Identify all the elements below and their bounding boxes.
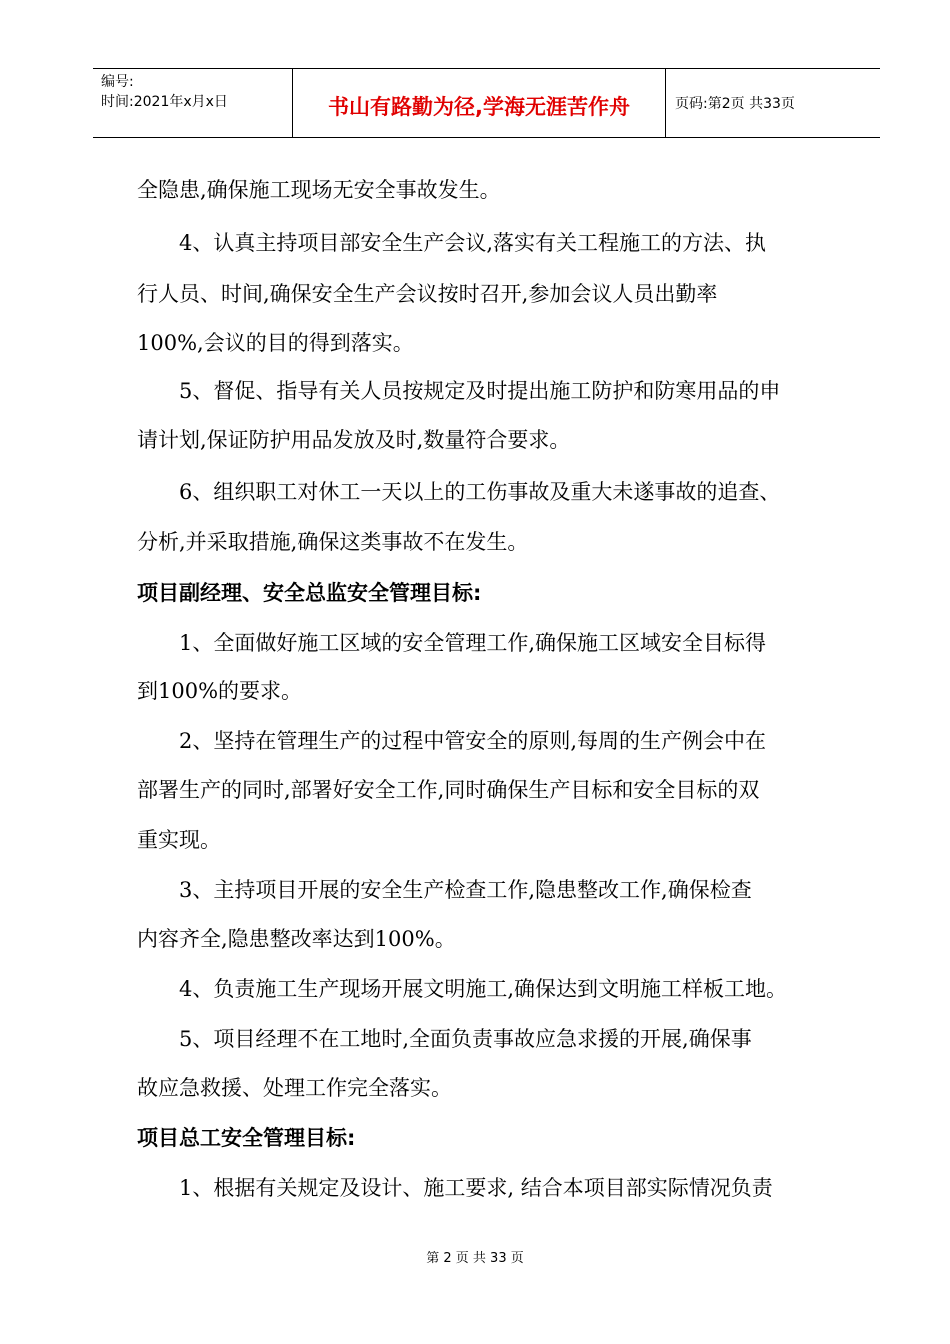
header-page-number: 页码:第2页 共33页 — [675, 96, 795, 112]
body-line: 5、督促、指导有关人员按规定及时提出施工防护和防寒用品的申 — [179, 379, 781, 403]
body-line: 内容齐全,隐患整改率达到100%。 — [137, 927, 456, 951]
body-line: 3、主持项目开展的安全生产检查工作,隐患整改工作,确保检查 — [179, 878, 752, 902]
body-line: 100%,会议的目的得到落实。 — [137, 331, 414, 355]
body-line: 行人员、时间,确保安全生产会议按时召开,参加会议人员出勤率 — [137, 282, 718, 306]
body-line: 全隐患,确保施工现场无安全事故发生。 — [137, 178, 501, 202]
body-line: 2、坚持在管理生产的过程中管安全的原则,每周的生产例会中在 — [179, 729, 767, 753]
document-time-label: 时间:2021年x月x日 — [101, 94, 228, 110]
document-number-label: 编号: — [101, 74, 134, 90]
body-line: 6、组织职工对休工一天以上的工伤事故及重大未遂事故的追查、 — [179, 480, 781, 504]
body-line: 部署生产的同时,部署好安全工作,同时确保生产目标和安全目标的双 — [137, 778, 760, 802]
page-header — [93, 68, 880, 138]
header-meta — [93, 69, 292, 137]
header-motto-cell — [292, 69, 666, 137]
body-line: 1、根据有关规定及设计、施工要求, 结合本项目部实际情况负责 — [179, 1176, 773, 1200]
body-line: 分析,并采取措施,确保这类事故不在发生。 — [137, 530, 529, 554]
header-motto: 书山有路勤为径,学海无涯苦作舟 — [328, 95, 630, 119]
body-line: 重实现。 — [137, 828, 221, 852]
section-heading: 项目副经理、安全总监安全管理目标: — [137, 581, 482, 605]
page-footer: 第 2 页 共 33 页 — [426, 1251, 524, 1266]
body-line: 5、项目经理不在工地时,全面负责事故应急求援的开展,确保事 — [179, 1027, 752, 1051]
body-line: 故应急救援、处理工作完全落实。 — [137, 1076, 452, 1100]
body-line: 4、负责施工生产现场开展文明施工,确保达到文明施工样板工地。 — [179, 977, 788, 1001]
body-line: 请计划,保证防护用品发放及时,数量符合要求。 — [137, 428, 571, 452]
body-line: 4、认真主持项目部安全生产会议,落实有关工程施工的方法、执 — [179, 231, 767, 255]
header-page-cell — [665, 69, 880, 137]
section-heading: 项目总工安全管理目标: — [137, 1126, 356, 1150]
body-line: 1、全面做好施工区域的安全管理工作,确保施工区域安全目标得 — [179, 631, 767, 655]
body-line: 到100%的要求。 — [137, 679, 303, 703]
